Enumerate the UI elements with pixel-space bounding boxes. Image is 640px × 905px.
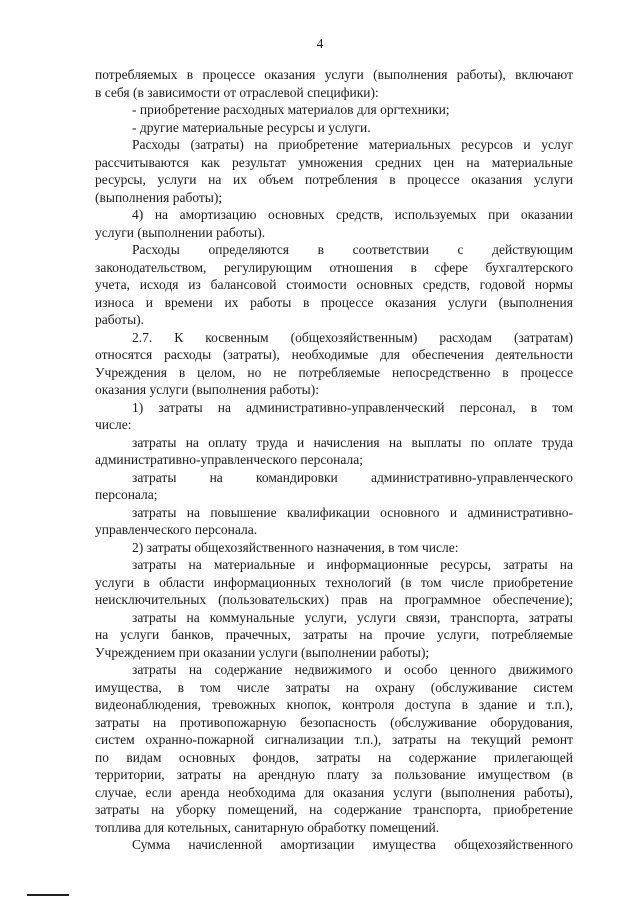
text-line: потребляемых в процессе оказания услуги (выполнения работы), включают xyxy=(95,67,573,82)
text-line: услуги в области информационных технологий (в том числе приобретение xyxy=(95,574,573,590)
text-line: топлива для котельных, санитарную обработку помещений. xyxy=(95,819,440,835)
text-line: учета, исходя из балансовой стоимости основных средств, годовой нормы xyxy=(95,277,573,292)
text-line: в себя (в зависимости от отраслевой специфики): xyxy=(95,84,379,100)
text-line: на услуги банков, прачечных, затраты на прочие услуги, потребляемые xyxy=(95,627,573,642)
text-line: затраты на командировки административно-управленческого xyxy=(132,469,573,485)
text-line: законодательством, регулирующим отношения в сфере бухгалтерского xyxy=(95,259,573,275)
text-line: затраты на оплату труда и начисления на выплаты по оплате труда xyxy=(132,434,573,450)
footer-rule xyxy=(27,894,69,896)
text-line: имущества, в том числе затраты на охрану (обслуживание систем xyxy=(95,679,573,695)
text-line: 2.7. К косвенным (общехозяйственным) расходам (затратам) xyxy=(132,329,573,345)
text-line: ресурсы, услуги на их объем потребления в процессе оказания услуги xyxy=(95,172,573,187)
text-line: - приобретение расходных материалов для оргтехники; xyxy=(132,102,450,117)
text-line: Учреждения в целом, но не потребляемые непосредственно в процессе xyxy=(95,364,573,380)
document-body xyxy=(95,66,573,854)
text-line: затраты на уборку помещений, на содержание транспорта, приобретение xyxy=(95,802,573,817)
text-line: работы). xyxy=(95,312,145,327)
page-number: 4 xyxy=(316,36,324,51)
text-line: 1) затраты на административно-управленческий персонал, в том xyxy=(132,399,573,415)
text-line: по видам основных фондов, затраты на содержание прилегающей xyxy=(95,749,573,765)
text-line: Расходы определяются в соответствии с действующим xyxy=(132,242,573,257)
text-line: износа и времени их работы в процессе оказания услуги (выполнения xyxy=(95,294,573,310)
text-line: Учреждением при оказании услуги (выполнении работы); xyxy=(95,644,430,660)
text-line: 4) на амортизацию основных средств, используемых при оказании xyxy=(132,207,573,222)
text-line: 2) затраты общехозяйственного назначения, в том числе: xyxy=(132,539,459,555)
text-line: случае, если аренда необходима для оказания услуги (выполнения работы), xyxy=(95,784,573,800)
text-line: управленческого персонала. xyxy=(95,522,258,537)
text-line: - другие материальные ресурсы и услуги. xyxy=(132,119,371,135)
text-line: услуги (выполнении работы). xyxy=(95,224,266,240)
text-line: рассчитываются как результат умножения средних цен на материальные xyxy=(95,154,573,170)
text-line: видеонаблюдения, тревожных кнопок, контроля доступа в здание и т.п.), xyxy=(95,697,573,712)
text-line: (выполнения работы); xyxy=(95,189,223,205)
text-line: оказания услуги (выполнения работы): xyxy=(95,382,319,397)
text-line: территории, затраты на арендную плату за пользование имуществом (в xyxy=(95,767,573,782)
text-line: Расходы (затраты) на приобретение материальных ресурсов и услуг xyxy=(132,137,573,152)
text-line: числе: xyxy=(95,417,132,432)
text-line: Сумма начисленной амортизации имущества общехозяйственного xyxy=(132,837,573,852)
text-line: персонала; xyxy=(95,487,158,502)
text-line: затраты на содержание недвижимого и особо ценного движимого xyxy=(132,662,573,677)
text-line: затраты на материальные и информационные ресурсы, затраты на xyxy=(132,557,573,572)
text-line: неисключительных (пользовательских) прав на программное обеспечение); xyxy=(95,592,573,607)
text-line: затраты на повышение квалификации основного и административно- xyxy=(132,504,573,520)
text-line: затраты на коммунальные услуги, услуги связи, транспорта, затраты xyxy=(132,609,573,625)
text-line: административно-управленческого персонала; xyxy=(95,452,363,467)
text-line: систем охранно-пожарной сигнализации т.п.), затраты на текущий ремонт xyxy=(95,732,573,747)
text-line: относятся расходы (затраты), необходимые для обеспечения деятельности xyxy=(95,347,573,362)
text-line: затраты на противопожарную безопасность (обслуживание оборудования, xyxy=(95,714,573,730)
